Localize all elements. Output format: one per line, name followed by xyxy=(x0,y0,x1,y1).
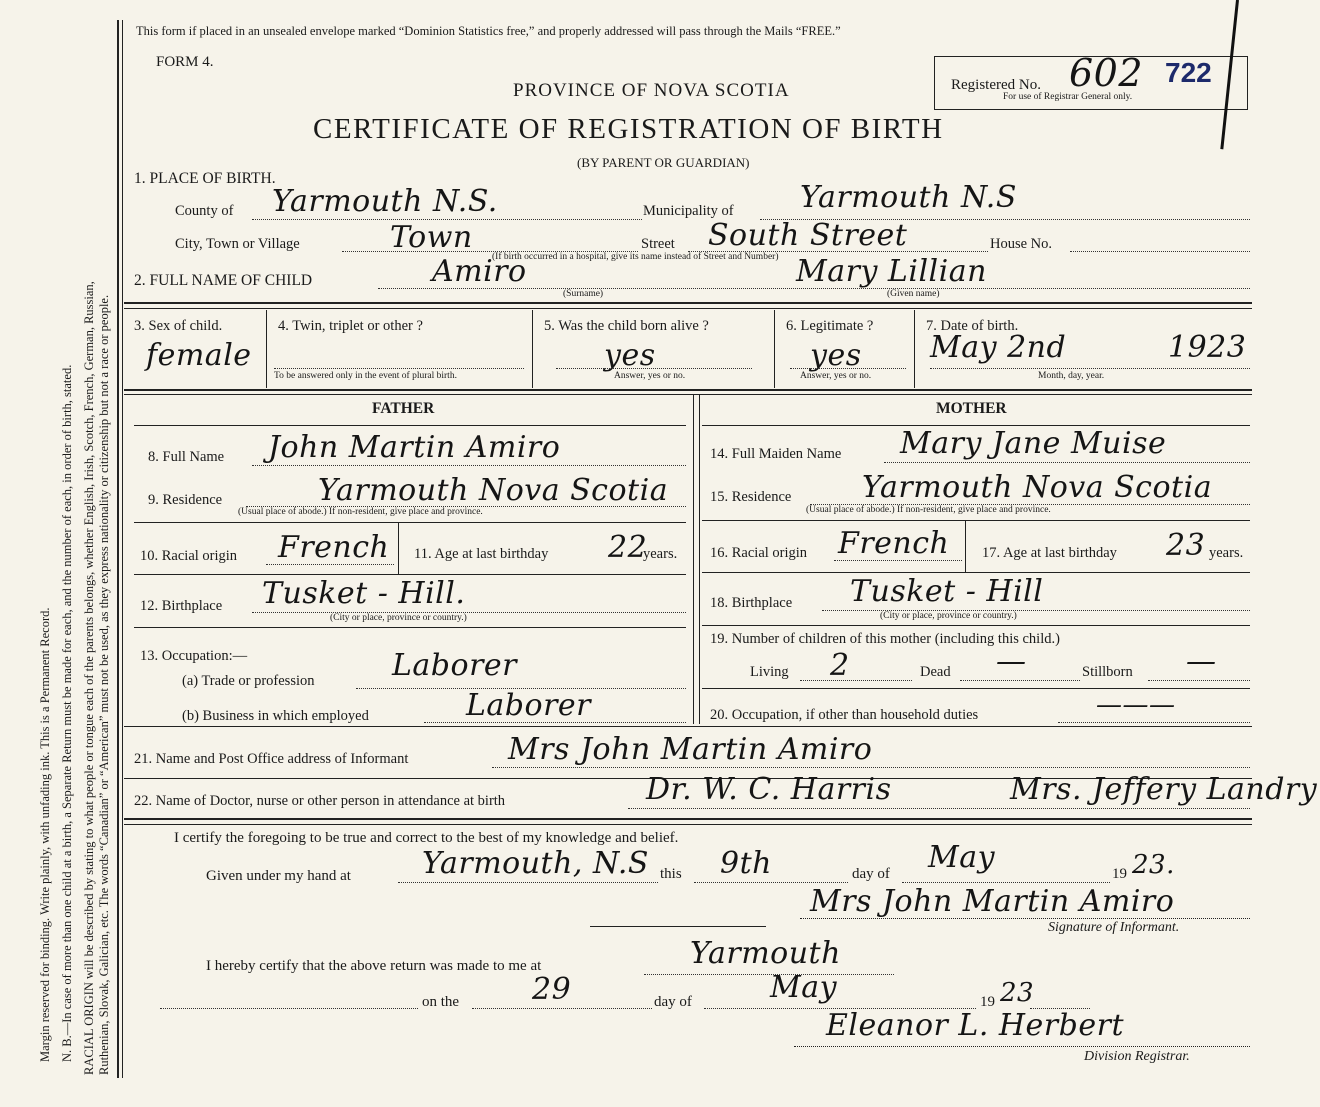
registrar-day-of-label: day of xyxy=(654,994,692,1010)
margin-note-1: Margin reserved for binding. Write plainly, with unfading ink. This is a Permanent Record. xyxy=(38,607,52,1062)
registered-note: For use of Registrar General only. xyxy=(1003,92,1133,102)
mother-race: French xyxy=(838,526,950,561)
father-race-label: 10. Racial origin xyxy=(140,548,238,564)
county-value: Yarmouth N.S. xyxy=(272,184,498,219)
given-name-label: (Given name) xyxy=(887,289,940,299)
informant-value: Mrs John Martin Amiro xyxy=(508,732,873,767)
stillborn-value: — xyxy=(1186,644,1217,679)
registrar-signature-label: Division Registrar. xyxy=(1084,1049,1190,1064)
certify-month: May xyxy=(928,840,996,875)
dob-day: May 2nd xyxy=(930,330,1067,365)
doctor-value: Dr. W. C. Harris xyxy=(646,772,892,807)
mother-name-label: 14. Full Maiden Name xyxy=(710,446,842,462)
doctor-label: 22. Name of Doctor, nurse or other person in attendance at birth xyxy=(134,793,506,809)
registrar-place: Yarmouth xyxy=(690,936,841,971)
certify-year: 23. xyxy=(1132,850,1175,880)
nurse-value: Mrs. Jeffery Landry xyxy=(1010,772,1318,807)
mother-occ-value: ——— xyxy=(1096,690,1176,720)
legit-label: 6. Legitimate ? xyxy=(786,318,874,334)
dob-note: Month, day, year. xyxy=(1038,371,1105,381)
mother-years: years. xyxy=(1209,545,1244,561)
registered-label: Registered No. xyxy=(951,77,1041,93)
margin-note-2: N. B.—In case of more than one child at a birth, a Separate Return must be made for each, and the number of each, in order of birth, stated. xyxy=(60,364,74,1062)
informant-label: 21. Name and Post Office address of Informant xyxy=(134,751,409,767)
twin-label: 4. Twin, triplet or other ? xyxy=(278,318,423,334)
twin-note: To be answered only in the event of plural birth. xyxy=(274,371,457,381)
certify-this-label: this xyxy=(660,866,682,882)
margin-rule xyxy=(117,20,119,1078)
mother-bp-label: 18. Birthplace xyxy=(710,595,793,611)
registrar-year-prefix: 19 xyxy=(980,994,995,1010)
father-business-label: (b) Business in which employed xyxy=(182,708,369,724)
mother-name: Mary Jane Muise xyxy=(900,426,1167,461)
living-label: Living xyxy=(750,664,789,680)
mother-age-label: 17. Age at last birthday xyxy=(982,545,1117,561)
surname-label: (Surname) xyxy=(563,289,604,299)
father-age: 22 xyxy=(608,530,648,565)
mother-bp-note: (City or place, province or country.) xyxy=(880,611,1017,621)
registrar-on-label: on the xyxy=(422,994,460,1010)
father-birthplace: Tusket - Hill. xyxy=(262,576,466,611)
mother-age: 23 xyxy=(1166,528,1206,563)
street-label: Street xyxy=(641,236,675,252)
place-of-birth-label: 1. PLACE OF BIRTH. xyxy=(134,170,276,187)
living-value: 2 xyxy=(830,648,850,683)
given-under-label: Given under my hand at xyxy=(206,868,351,884)
mother-occ-label: 20. Occupation, if other than household duties xyxy=(710,707,979,723)
margin-rule-inner xyxy=(122,20,123,1078)
county-label: County of xyxy=(175,203,234,219)
registered-stamp: 722 xyxy=(1165,57,1212,88)
stillborn-label: Stillborn xyxy=(1082,664,1133,680)
informant-signature-label: Signature of Informant. xyxy=(1048,920,1180,935)
registrar-signature: Eleanor L. Herbert xyxy=(826,1008,1124,1043)
father-name-label: 8. Full Name xyxy=(148,449,225,465)
dead-value: — xyxy=(996,644,1027,679)
father-heading: FATHER xyxy=(372,400,435,417)
municipality-value: Yarmouth N.S xyxy=(800,180,1017,215)
margin-note-4: Ruthenian, Slovak, Galician, etc. The words “Canadian” or “American” must not be used, as they express nationality or citizenship but not a race or people. xyxy=(97,294,111,1075)
registrar-line: I hereby certify that the above return was made to me at xyxy=(206,958,542,974)
sex-value: female xyxy=(146,338,252,373)
certify-year-prefix: 19 xyxy=(1112,866,1127,882)
father-business: Laborer xyxy=(466,688,592,723)
certify-place: Yarmouth, N.S xyxy=(422,846,649,881)
father-race: French xyxy=(278,530,390,565)
hospital-note: (If birth occurred in a hospital, give its name instead of Street and Number) xyxy=(492,252,779,262)
certify-day: 9th xyxy=(720,846,772,881)
mother-residence: Yarmouth Nova Scotia xyxy=(862,470,1213,505)
mother-res-note: (Usual place of abode.) If non-resident, give place and province. xyxy=(806,505,1051,515)
father-bp-label: 12. Birthplace xyxy=(140,598,223,614)
father-res-label: 9. Residence xyxy=(148,492,223,508)
alive-label: 5. Was the child born alive ? xyxy=(544,318,709,334)
dob-year: 1923 xyxy=(1168,330,1247,365)
father-bp-note: (City or place, province or country.) xyxy=(330,613,467,623)
street-value: South Street xyxy=(708,218,908,253)
house-label: House No. xyxy=(990,236,1053,252)
certify-day-of-label: day of xyxy=(852,866,890,882)
father-trade-label: (a) Trade or profession xyxy=(182,673,315,689)
child-given-name: Mary Lillian xyxy=(796,254,987,289)
registrar-month: May xyxy=(770,970,838,1005)
mother-children-label: 19. Number of children of this mother (including this child.) xyxy=(710,631,1060,647)
child-name-label: 2. FULL NAME OF CHILD xyxy=(134,272,313,289)
city-value: Town xyxy=(390,220,473,255)
father-trade: Laborer xyxy=(392,648,518,683)
father-residence: Yarmouth Nova Scotia xyxy=(318,473,669,508)
registered-number: 602 xyxy=(1069,51,1144,95)
registrar-day: 29 xyxy=(532,972,572,1007)
mother-birthplace: Tusket - Hill xyxy=(850,574,1044,609)
registrar-year: 23 xyxy=(1000,978,1035,1008)
form-number: FORM 4. xyxy=(156,54,214,70)
dead-label: Dead xyxy=(920,664,951,680)
mother-res-label: 15. Residence xyxy=(710,489,792,505)
registered-box xyxy=(934,51,1248,110)
margin-note-3: RACIAL ORIGIN will be described by stating to what people or tongue each of the parents belongs, whether English, Irish, Scotch, French, German, Russian, xyxy=(82,281,96,1075)
father-occ-label: 13. Occupation:— xyxy=(140,648,248,664)
informant-signature: Mrs John Martin Amiro xyxy=(810,884,1175,919)
alive-value: yes xyxy=(604,338,656,373)
top-notice: This form if placed in an unsealed envelope marked “Dominion Statistics free,” and properly addressed will pass through the Mails “FREE.” xyxy=(136,24,841,38)
legit-value: yes xyxy=(810,338,862,373)
mother-heading: MOTHER xyxy=(936,400,1007,417)
father-years: years. xyxy=(643,546,678,562)
legit-note: Answer, yes or no. xyxy=(800,371,872,381)
father-age-label: 11. Age at last birthday xyxy=(414,546,549,562)
certify-line: I certify the foregoing to be true and correct to the best of my knowledge and belief. xyxy=(174,830,679,846)
child-surname: Amiro xyxy=(432,254,527,289)
father-name: John Martin Amiro xyxy=(268,430,561,465)
mother-race-label: 16. Racial origin xyxy=(710,545,808,561)
sex-label: 3. Sex of child. xyxy=(134,318,223,334)
dob-label: 7. Date of birth. xyxy=(926,318,1019,334)
province-heading: PROVINCE OF NOVA SCOTIA xyxy=(513,80,790,101)
father-res-note: (Usual place of abode.) If non-resident, give place and province. xyxy=(238,507,483,517)
alive-note: Answer, yes or no. xyxy=(614,371,686,381)
certificate-subtitle: (BY PARENT OR GUARDIAN) xyxy=(577,155,750,170)
certificate-title: CERTIFICATE OF REGISTRATION OF BIRTH xyxy=(313,113,944,145)
municipality-label: Municipality of xyxy=(643,203,734,219)
city-label: City, Town or Village xyxy=(175,236,300,252)
